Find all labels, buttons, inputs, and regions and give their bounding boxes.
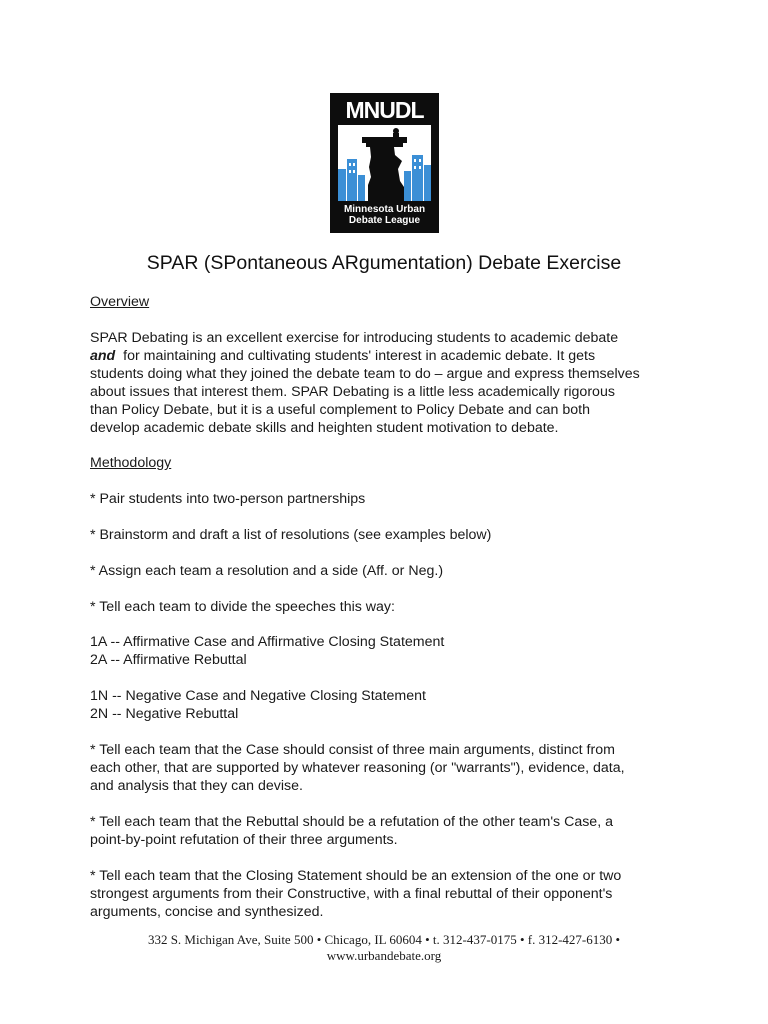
document-title: SPAR (SPontaneous ARgumentation) Debate Exercise bbox=[146, 252, 622, 274]
overview-line: students doing what they joined the debate team to do – argue and express themselves bbox=[90, 366, 640, 382]
speech-role: 1N -- Negative Case and Negative Closing Statement bbox=[90, 688, 426, 704]
overview-heading: Overview bbox=[90, 294, 150, 310]
speech-role: 1A -- Affirmative Case and Affirmative Closing Statement bbox=[90, 634, 445, 650]
method-step: * Assign each team a resolution and a side (Aff. or Neg.) bbox=[90, 563, 444, 579]
logo-subtitle: Minnesota Urban Debate League bbox=[343, 204, 426, 226]
footer-website: www.urbandebate.org bbox=[326, 948, 442, 963]
overview-line: develop academic debate skills and heighten student motivation to debate. bbox=[90, 420, 559, 436]
rebuttal-instruction: * Tell each team that the Rebuttal should be a refutation of the other team's Case, a bbox=[90, 814, 613, 830]
closing-instruction: strongest arguments from their Constructive, with a final rebuttal of their opponent's bbox=[90, 886, 613, 902]
minnesota-skyline-icon bbox=[338, 125, 431, 201]
overview-line: about issues that interest them. SPAR Debating is a little less academically rigorous bbox=[90, 384, 615, 400]
overview-line: and for maintaining and cultivating students' interest in academic debate. It gets bbox=[90, 348, 596, 364]
method-step: * Brainstorm and draft a list of resolutions (see examples below) bbox=[90, 527, 492, 543]
methodology-heading: Methodology bbox=[90, 455, 172, 471]
overview-line: than Policy Debate, but it is a useful complement to Policy Debate and can both bbox=[90, 402, 591, 418]
closing-instruction: * Tell each team that the Closing Statement should be an extension of the one or two bbox=[90, 868, 622, 884]
method-step: * Pair students into two-person partnerships bbox=[90, 491, 366, 507]
case-instruction: each other, that are supported by whatever reasoning (or "warrants"), evidence, data, bbox=[90, 760, 625, 776]
overview-line: SPAR Debating is an excellent exercise for introducing students to academic debate bbox=[90, 330, 619, 346]
case-instruction: and analysis that they can devise. bbox=[90, 778, 303, 794]
page-footer bbox=[0, 932, 768, 964]
case-instruction: * Tell each team that the Case should consist of three main arguments, distinct from bbox=[90, 742, 615, 758]
logo-title: MNUDL bbox=[345, 97, 424, 123]
method-step: * Tell each team to divide the speeches this way: bbox=[90, 599, 395, 615]
rebuttal-instruction: point-by-point refutation of their three arguments. bbox=[90, 832, 398, 848]
speech-role: 2N -- Negative Rebuttal bbox=[90, 706, 239, 722]
mnudl-logo bbox=[330, 93, 439, 233]
speech-role: 2A -- Affirmative Rebuttal bbox=[90, 652, 247, 668]
footer-address: 332 S. Michigan Ave, Suite 500 • Chicago, IL 60604 • t. 312-437-0175 • f. 312-427-6130 • bbox=[147, 932, 621, 947]
closing-instruction: arguments, concise and synthesized. bbox=[90, 904, 324, 920]
emphasis-and: and bbox=[90, 348, 116, 364]
